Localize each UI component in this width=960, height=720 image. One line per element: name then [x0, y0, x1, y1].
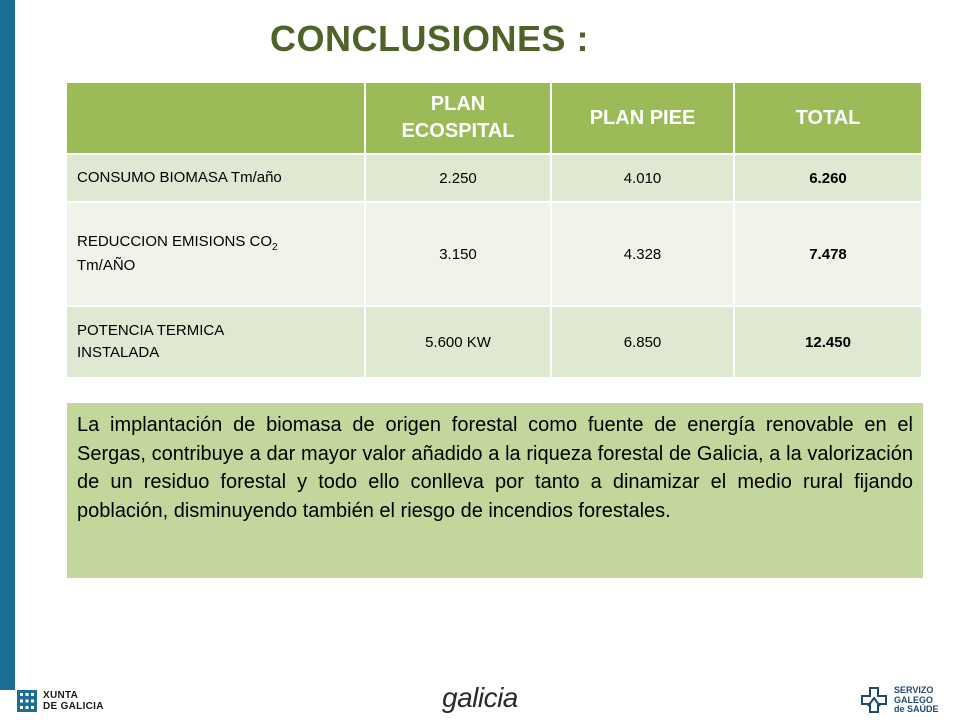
cell-ecospital: 3.150	[365, 202, 551, 306]
page-title: CONCLUSIONES :	[270, 18, 590, 59]
xunta-line1: XUNTA	[43, 690, 79, 701]
table-row	[67, 306, 921, 377]
galicia-logo: galicia	[442, 682, 518, 713]
row-label: REDUCCION EMISIONS $CO_2$ Tm/AÑO	[67, 202, 365, 306]
sergas-cross-icon	[860, 686, 888, 714]
cell-total: 12.450	[734, 306, 921, 377]
cell-ecospital: 2.250	[365, 154, 551, 202]
sergas-line1: SERVIZO	[894, 685, 934, 695]
cell-piee: 4.328	[551, 202, 734, 306]
table-row	[67, 154, 921, 202]
xunta-emblem-icon	[17, 690, 37, 712]
header-empty	[67, 83, 365, 154]
cell-total: 7.478	[734, 202, 921, 306]
sergas-logo	[860, 686, 939, 715]
table-row	[67, 202, 921, 306]
conclusion-box: La implantación de biomasa de origen forestal como fuente de energía renovable en el Sergas, contribuye a dar mayor valor añadido a la riqueza forestal de Galicia, a la valorización de un residuo forestal y todo ello conlleva por tanto a dinamizar el medio rural fijando población, disminuyendo también el riesgo de incendios forestales.	[67, 403, 923, 578]
cell-total: 6.260	[734, 154, 921, 202]
header-plan-piee: PLAN PIEE	[551, 83, 734, 154]
cell-piee: 6.850	[551, 306, 734, 377]
cell-piee: 4.010	[551, 154, 734, 202]
xunta-logo	[17, 690, 104, 712]
left-accent-bar	[0, 0, 15, 690]
table-header-row	[67, 83, 921, 154]
xunta-line2: DE GALICIA	[43, 701, 104, 712]
cell-ecospital: 5.600 KW	[365, 306, 551, 377]
row-label: CONSUMO BIOMASA Tm/año	[67, 154, 365, 202]
summary-table	[67, 83, 921, 377]
header-plan-ecospital: PLAN ECOSPITAL	[365, 83, 551, 154]
sergas-line3: de SAÚDE	[894, 704, 939, 714]
header-total: TOTAL	[734, 83, 921, 154]
row-label: POTENCIA TERMICA INSTALADA	[67, 306, 365, 377]
sergas-line2: GALEGO	[894, 694, 934, 705]
